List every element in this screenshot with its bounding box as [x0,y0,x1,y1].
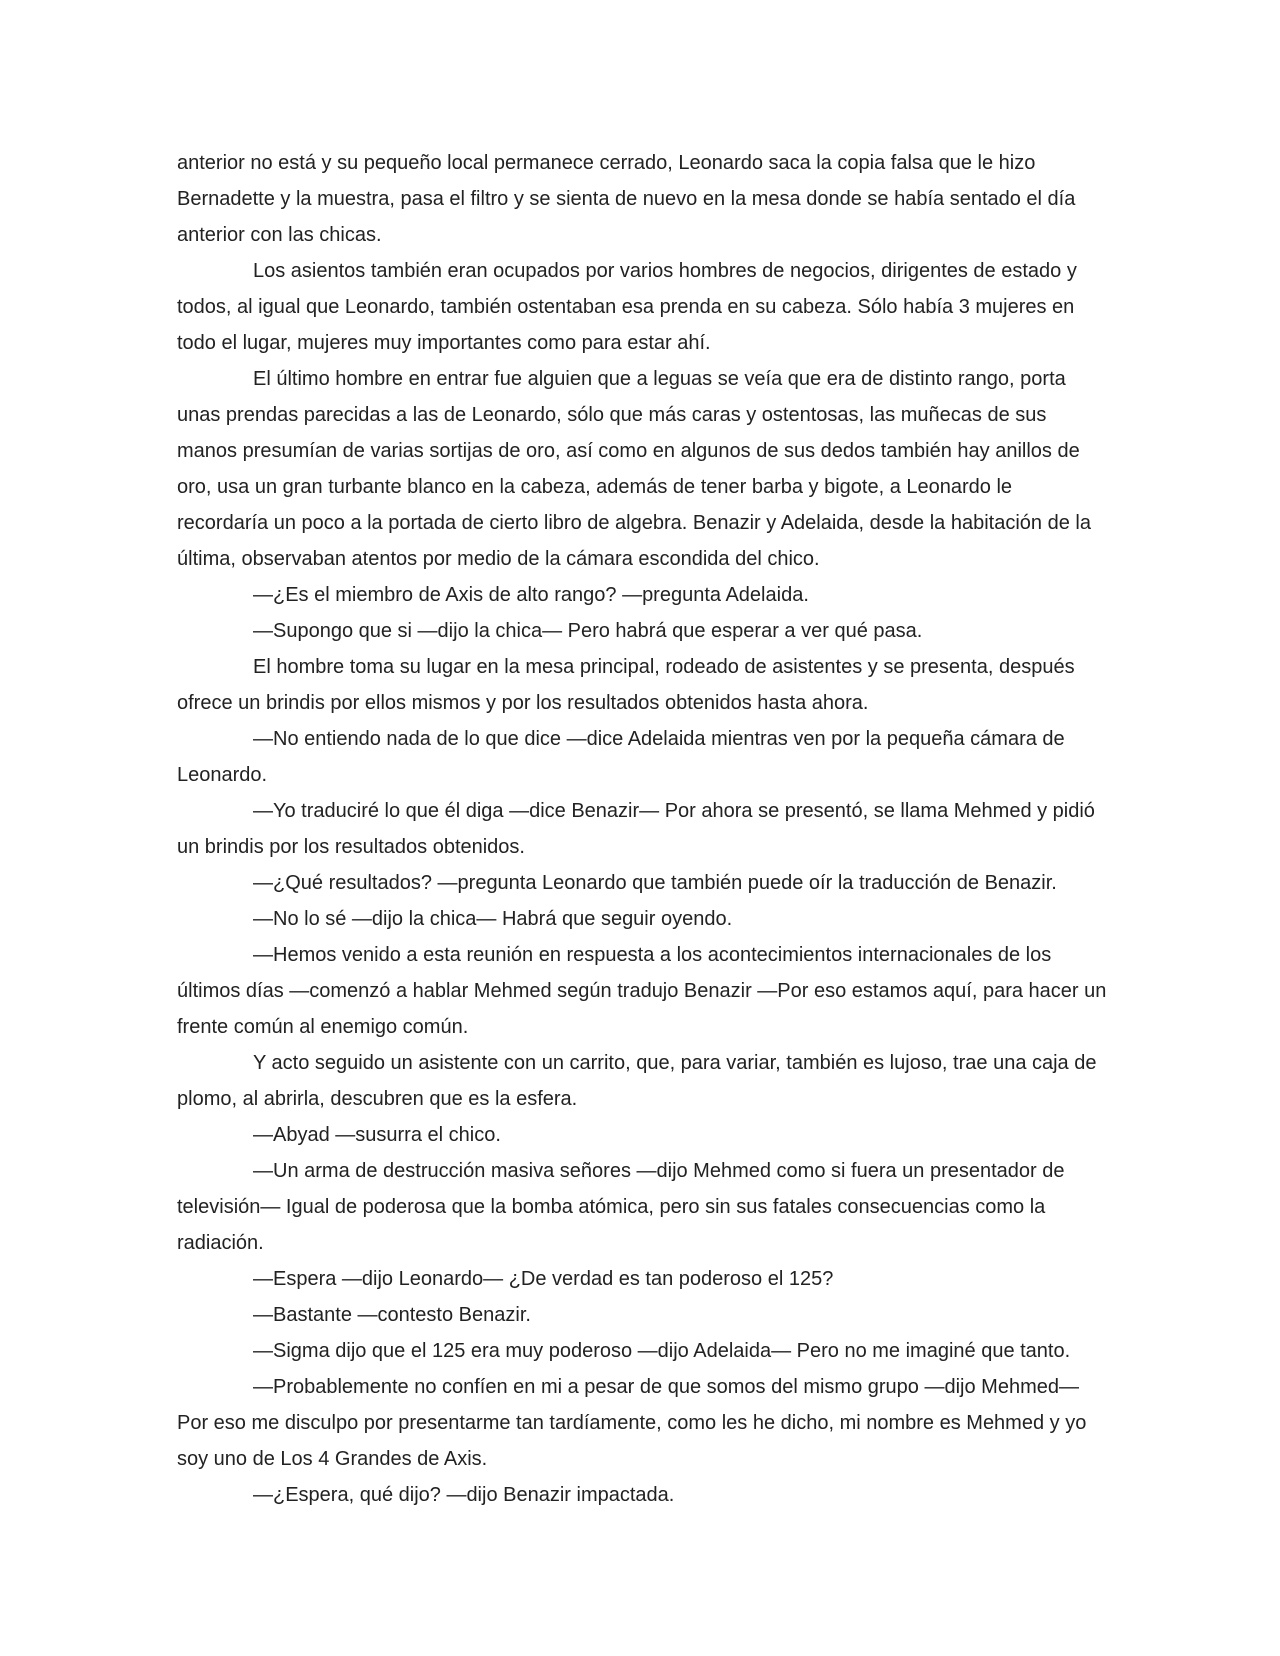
dialogue-line: —Supongo que si —dijo la chica— Pero habrá que esperar a ver qué pasa. [253,620,923,642]
dialogue-line: —Hemos venido a esta reunión en respuesta a los acontecimientos internacionales de los últimos días —comenzó a hablar Mehmed según tradujo Benazir —Por eso estamos aquí, para hacer un frente común al enemigo común. [177,944,1107,1038]
dialogue-line: —Probablemente no confíen en mi a pesar de que somos del mismo grupo —dijo Mehmed— Por eso me disculpo por presentarme tan tardíamente, como les he dicho, mi nombre es Mehmed y yo soy uno de Los 4 Grandes de Axis. [177,1376,1087,1470]
dialogue-line: —¿Es el miembro de Axis de alto rango? —pregunta Adelaida. [253,584,809,606]
dialogue-line: —Un arma de destrucción masiva señores —dijo Mehmed como si fuera un presentador de televisión— Igual de poderosa que la bomba atómica, pero sin sus fatales consecuencias como la radiación. [177,1160,1065,1254]
paragraph: Y acto seguido un asistente con un carrito, que, para variar, también es lujoso, trae una caja de plomo, al abrirla, descubren que es la esfera. [177,1052,1097,1110]
dialogue-line: —Sigma dijo que el 125 era muy poderoso —dijo Adelaida— Pero no me imaginé que tanto. [253,1340,1071,1362]
paragraph: El hombre toma su lugar en la mesa principal, rodeado de asistentes y se presenta, después ofrece un brindis por ellos mismos y por los resultados obtenidos hasta ahora. [177,656,1075,714]
dialogue-line: —Yo traduciré lo que él diga —dice Benazir— Por ahora se presentó, se llama Mehmed y pidió un brindis por los resultados obtenidos. [177,800,1095,858]
dialogue-line: —¿Qué resultados? —pregunta Leonardo que también puede oír la traducción de Benazir. [253,872,1057,894]
dialogue-line: —No lo sé —dijo la chica— Habrá que seguir oyendo. [253,908,733,930]
dialogue-line: —No entiendo nada de lo que dice —dice Adelaida mientras ven por la pequeña cámara de Leonardo. [177,728,1065,786]
dialogue-line: —¿Espera, qué dijo? —dijo Benazir impactada. [253,1484,675,1506]
dialogue-line: —Espera —dijo Leonardo— ¿De verdad es tan poderoso el 125? [253,1268,834,1290]
paragraph-continuation: anterior no está y su pequeño local permanece cerrado, Leonardo saca la copia falsa que le hizo Bernadette y la muestra, pasa el filtro y se sienta de nuevo en la mesa donde se había sentado el día anterior con las chicas. [177,152,1076,246]
dialogue-line: —Abyad —susurra el chico. [253,1124,501,1146]
paragraph: Los asientos también eran ocupados por varios hombres de negocios, dirigentes de estado y todos, al igual que Leonardo, también ostentaban esa prenda en su cabeza. Sólo había 3 mujeres en todo el lugar, mujeres muy importantes como para estar ahí. [177,260,1077,354]
dialogue-line: —Bastante —contesto Benazir. [253,1304,531,1326]
document-body [177,145,1107,1513]
paragraph: El último hombre en entrar fue alguien que a leguas se veía que era de distinto rango, porta unas prendas parecidas a las de Leonardo, sólo que más caras y ostentosas, las muñecas de sus manos presumían de varias sortijas de oro, así como en algunos de sus dedos también hay anillos de oro, usa un gran turbante blanco en la cabeza, además de tener barba y bigote, a Leonardo le recordaría un poco a la portada de cierto libro de algebra. Benazir y Adelaida, desde la habitación de la última, observaban atentos por medio de la cámara escondida del chico. [177,368,1091,570]
